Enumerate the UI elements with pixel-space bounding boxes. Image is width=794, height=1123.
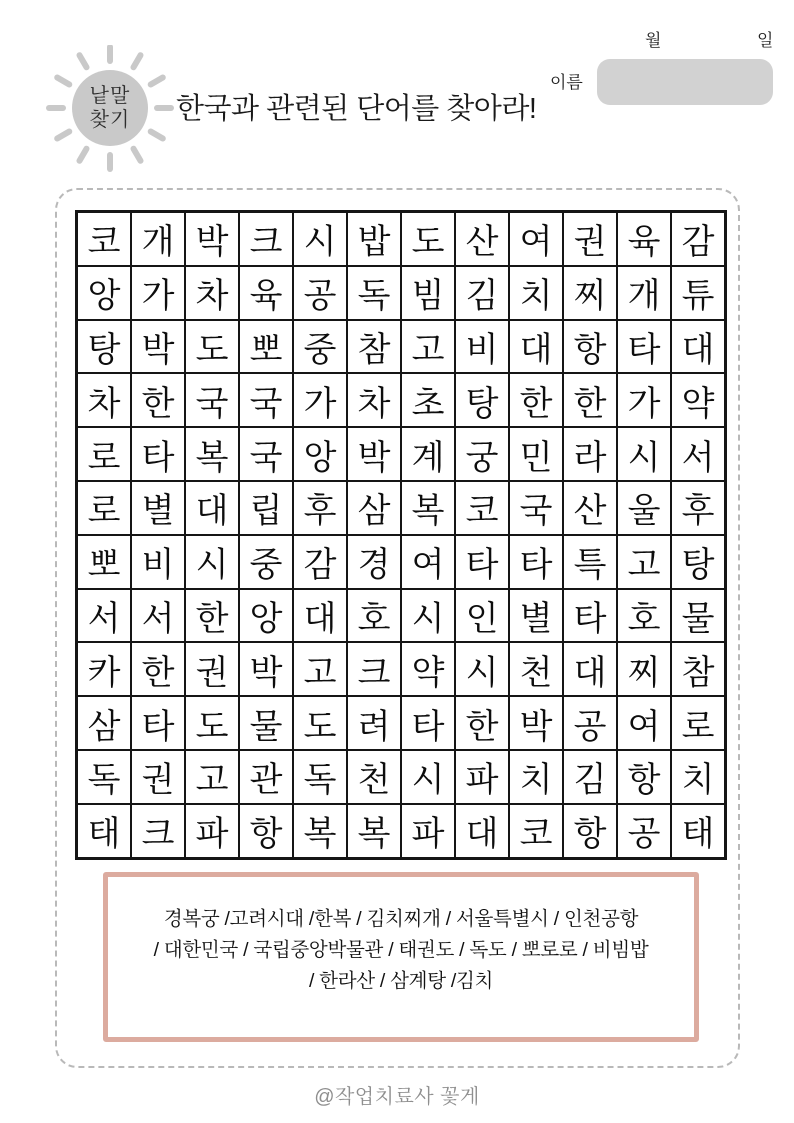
grid-cell: 찌 <box>617 642 671 696</box>
grid-cell: 독 <box>347 266 401 320</box>
grid-cell: 한 <box>455 696 509 750</box>
grid-cell: 복 <box>347 804 401 858</box>
grid-cell: 차 <box>185 266 239 320</box>
grid-cell: 로 <box>77 427 131 481</box>
grid-cell: 빔 <box>401 266 455 320</box>
grid-cell: 경 <box>347 535 401 589</box>
day-label: 일 <box>757 31 774 50</box>
grid-cell: 로 <box>77 481 131 535</box>
grid-cell: 후 <box>293 481 347 535</box>
grid-cell: 권 <box>185 642 239 696</box>
grid-cell: 여 <box>401 535 455 589</box>
grid-cell: 튜 <box>671 266 725 320</box>
grid-cell: 박 <box>131 320 185 374</box>
grid-cell: 항 <box>563 320 617 374</box>
grid-cell: 한 <box>185 589 239 643</box>
grid-cell: 복 <box>401 481 455 535</box>
grid-cell: 별 <box>131 481 185 535</box>
grid-cell: 독 <box>293 750 347 804</box>
grid-cell: 공 <box>293 266 347 320</box>
grid-cell: 감 <box>293 535 347 589</box>
grid-cell: 육 <box>617 212 671 266</box>
grid-cell: 한 <box>131 642 185 696</box>
grid-cell: 특 <box>563 535 617 589</box>
grid-cell: 삼 <box>347 481 401 535</box>
grid-cell: 한 <box>131 373 185 427</box>
grid-cell: 로 <box>671 696 725 750</box>
grid-cell: 카 <box>77 642 131 696</box>
word-list-line: 경복궁 /고려시대 /한복 / 김치찌개 / 서울특별시 / 인천공항 <box>163 908 639 930</box>
grid-cell: 육 <box>239 266 293 320</box>
grid-cell: 려 <box>347 696 401 750</box>
word-list-line: / 한라산 / 삼계탕 /김치 <box>308 970 494 992</box>
grid-cell: 여 <box>509 212 563 266</box>
grid-cell: 권 <box>131 750 185 804</box>
grid-cell: 여 <box>617 696 671 750</box>
grid-cell: 치 <box>509 266 563 320</box>
grid-cell: 민 <box>509 427 563 481</box>
grid-cell: 호 <box>617 589 671 643</box>
grid-cell: 개 <box>131 212 185 266</box>
grid-cell: 한 <box>509 373 563 427</box>
grid-cell: 앙 <box>77 266 131 320</box>
grid-cell: 항 <box>617 750 671 804</box>
word-list-line: / 대한민국 / 국립중앙박물관 / 태권도 / 독도 / 뽀로로 / 비빔밥 <box>153 939 649 961</box>
grid-cell: 관 <box>239 750 293 804</box>
grid-cell: 시 <box>185 535 239 589</box>
letter-grid <box>75 210 727 860</box>
grid-cell: 도 <box>185 696 239 750</box>
grid-cell: 타 <box>131 696 185 750</box>
grid-cell: 시 <box>401 589 455 643</box>
grid-cell: 가 <box>617 373 671 427</box>
grid-cell: 울 <box>617 481 671 535</box>
grid-cell: 국 <box>185 373 239 427</box>
grid-cell: 후 <box>671 481 725 535</box>
grid-cell: 대 <box>455 804 509 858</box>
grid-cell: 물 <box>671 589 725 643</box>
page-title: 한국과 관련된 단어를 찾아라! <box>176 93 537 125</box>
grid-cell: 인 <box>455 589 509 643</box>
grid-cell: 타 <box>509 535 563 589</box>
grid-cell: 차 <box>77 373 131 427</box>
grid-cell: 한 <box>563 373 617 427</box>
grid-cell: 태 <box>671 804 725 858</box>
grid-cell: 코 <box>455 481 509 535</box>
name-input-box <box>597 59 773 105</box>
grid-cell: 서 <box>77 589 131 643</box>
grid-cell: 크 <box>239 212 293 266</box>
puzzle-container <box>55 188 740 1068</box>
grid-cell: 박 <box>509 696 563 750</box>
grid-cell: 공 <box>563 696 617 750</box>
grid-cell: 공 <box>617 804 671 858</box>
grid-cell: 시 <box>455 642 509 696</box>
badge-label-line2: 찾기 <box>89 109 131 131</box>
grid-cell: 코 <box>77 212 131 266</box>
grid-cell: 권 <box>563 212 617 266</box>
grid-cell: 궁 <box>455 427 509 481</box>
grid-cell: 천 <box>509 642 563 696</box>
grid-cell: 박 <box>239 642 293 696</box>
grid-cell: 파 <box>455 750 509 804</box>
credit-text: @작업치료사 꽃게 <box>314 1086 480 1108</box>
grid-cell: 개 <box>617 266 671 320</box>
grid-cell: 서 <box>671 427 725 481</box>
grid-cell: 고 <box>185 750 239 804</box>
grid-cell: 복 <box>293 804 347 858</box>
grid-cell: 물 <box>239 696 293 750</box>
grid-cell: 차 <box>347 373 401 427</box>
grid-cell: 별 <box>509 589 563 643</box>
grid-cell: 참 <box>671 642 725 696</box>
word-list-box <box>103 872 699 1042</box>
grid-cell: 앙 <box>239 589 293 643</box>
grid-cell: 크 <box>347 642 401 696</box>
word-list <box>108 904 694 997</box>
grid-cell: 약 <box>671 373 725 427</box>
grid-cell: 도 <box>293 696 347 750</box>
grid-cell: 복 <box>185 427 239 481</box>
grid-cell: 시 <box>617 427 671 481</box>
badge-label-line1: 낱말 <box>89 85 131 107</box>
grid-cell: 립 <box>239 481 293 535</box>
grid-cell: 항 <box>563 804 617 858</box>
grid-cell: 타 <box>131 427 185 481</box>
grid-cell: 라 <box>563 427 617 481</box>
grid-cell: 산 <box>455 212 509 266</box>
grid-cell: 국 <box>239 373 293 427</box>
grid-cell: 타 <box>563 589 617 643</box>
grid-cell: 계 <box>401 427 455 481</box>
grid-cell: 타 <box>617 320 671 374</box>
grid-cell: 타 <box>455 535 509 589</box>
grid-cell: 초 <box>401 373 455 427</box>
badge-label <box>73 84 147 132</box>
grid-cell: 중 <box>293 320 347 374</box>
grid-cell: 국 <box>239 427 293 481</box>
grid-cell: 서 <box>131 589 185 643</box>
name-label: 이름 <box>550 73 583 92</box>
grid-cell: 뽀 <box>239 320 293 374</box>
grid-cell: 시 <box>401 750 455 804</box>
grid-cell: 앙 <box>293 427 347 481</box>
grid-cell: 탕 <box>77 320 131 374</box>
grid-cell: 가 <box>131 266 185 320</box>
grid-cell: 박 <box>185 212 239 266</box>
grid-cell: 약 <box>401 642 455 696</box>
grid-cell: 대 <box>563 642 617 696</box>
grid-cell: 탕 <box>671 535 725 589</box>
grid-cell: 가 <box>293 373 347 427</box>
grid-cell: 김 <box>455 266 509 320</box>
grid-cell: 대 <box>671 320 725 374</box>
grid-cell: 호 <box>347 589 401 643</box>
grid-cell: 삼 <box>77 696 131 750</box>
grid-cell: 파 <box>401 804 455 858</box>
grid-cell: 비 <box>131 535 185 589</box>
grid-cell: 타 <box>401 696 455 750</box>
grid-cell: 고 <box>401 320 455 374</box>
grid-cell: 치 <box>671 750 725 804</box>
grid-cell: 도 <box>401 212 455 266</box>
grid-cell: 파 <box>185 804 239 858</box>
grid-cell: 대 <box>293 589 347 643</box>
grid-cell: 도 <box>185 320 239 374</box>
grid-cell: 참 <box>347 320 401 374</box>
grid-cell: 중 <box>239 535 293 589</box>
grid-cell: 찌 <box>563 266 617 320</box>
grid-cell: 항 <box>239 804 293 858</box>
grid-cell: 뽀 <box>77 535 131 589</box>
grid-cell: 김 <box>563 750 617 804</box>
grid-cell: 코 <box>509 804 563 858</box>
grid-cell: 국 <box>509 481 563 535</box>
grid-cell: 고 <box>617 535 671 589</box>
month-label: 월 <box>645 31 662 50</box>
grid-cell: 탕 <box>455 373 509 427</box>
grid-cell: 대 <box>509 320 563 374</box>
grid-cell: 시 <box>293 212 347 266</box>
grid-cell: 태 <box>77 804 131 858</box>
grid-cell: 치 <box>509 750 563 804</box>
grid-cell: 산 <box>563 481 617 535</box>
grid-cell: 박 <box>347 427 401 481</box>
grid-cell: 대 <box>185 481 239 535</box>
grid-cell: 감 <box>671 212 725 266</box>
grid-cell: 밥 <box>347 212 401 266</box>
grid-cell: 고 <box>293 642 347 696</box>
grid-cell: 크 <box>131 804 185 858</box>
grid-cell: 비 <box>455 320 509 374</box>
grid-cell: 천 <box>347 750 401 804</box>
grid-cell: 독 <box>77 750 131 804</box>
